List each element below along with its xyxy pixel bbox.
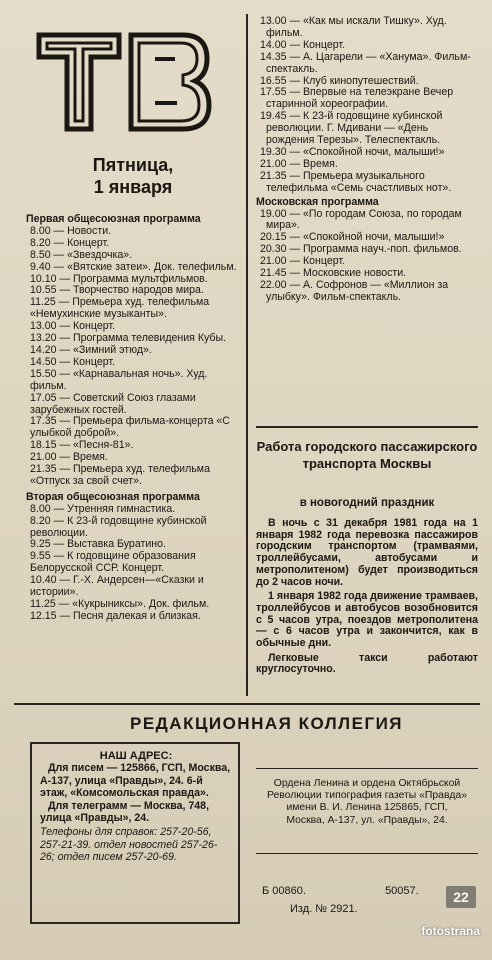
schedule-item: 8.50 — «Звездочка». <box>30 248 133 261</box>
transport-subtitle: в новогодний праздник <box>299 497 435 509</box>
schedule-item: 21.45 — Московские новости. <box>260 267 407 280</box>
schedule-item: 21.00 — Время. <box>260 157 338 170</box>
issue-number: Изд. № 2921. <box>290 903 358 915</box>
editorial-board-title: РЕДАКЦИОННАЯ КОЛЛЕГИЯ <box>130 714 404 733</box>
weekday: Пятница, <box>92 155 174 175</box>
transport-paragraph: Легковые такси работают круглосуточно. <box>256 651 478 676</box>
phone-numbers: Телефоны для справок: 257-20-56, 257-21-39. отдел новостей 257-26-26; отдел писем 257-20-69. <box>40 826 218 864</box>
print-code: Б 00860. <box>262 885 306 897</box>
letters-address: Для писем — 125866, ГСП, Москва, А-137, улица «Правды», 24. 6-й этаж, «Комсомольская правда». <box>40 762 231 800</box>
schedule-item: 18.15 — «Песня-81». <box>30 439 134 452</box>
schedule-item: 8.00 — Утренняя гимнастика. <box>30 502 176 515</box>
first-program-continued-list <box>256 16 478 195</box>
transport-paragraph: В ночь с 31 декабря 1981 года на 1 января 1982 года перевозка пассажиров городским транспортом (трамваями, троллейбусами, автобусами и метрополитеном) будет производиться до 2 часов ночи. <box>256 517 478 588</box>
print-number: 50057. <box>385 885 419 897</box>
printing-house: Ордена Ленина и ордена Октябрьской Революции типография газеты «Правда» имени В. И. Ленина 125865, ГСП, Москва, А-137, ул. «Правды», 24. <box>267 778 467 826</box>
transport-paragraph: 1 января 1982 года движение трамваев, троллейбусов и автобусов возобновится с 5 часов утра, поездов метрополитена — с 6 часов утра и закончится, как в обычные дни. <box>256 590 478 650</box>
schedule-item: 14.20 — «Зимний этюд». <box>30 343 152 356</box>
tv-logo <box>33 25 213 139</box>
telegram-address: Для телеграмм — Москва, 748, улица «Правды», 24. <box>40 799 210 825</box>
schedule-item: 19.00 — «По городам Союза, по городам мира». <box>260 207 462 232</box>
schedule-item: 11.25 — Премьера худ. телефильма «Немухинские музыканты». <box>30 296 210 321</box>
watermark-badge: 22 <box>446 886 476 908</box>
editorial-rule <box>14 703 480 705</box>
schedule-item: 17.05 — Советский Союз глазами зарубежных гостей. <box>30 391 196 416</box>
schedule-item: 22.00 — А. Софронов — «Миллион за улыбку». Фильм-спектакль. <box>260 278 449 303</box>
address-content <box>40 750 232 864</box>
moscow-program-heading: Московская программа <box>256 195 379 208</box>
schedule-item: 9.55 — К годовщине образования Белорусской ССР. Концерт. <box>30 550 196 575</box>
schedule-item: 9.40 — «Вятские затеи». Док. телефильм. <box>30 260 237 273</box>
left-schedule <box>26 212 240 623</box>
schedule-item: 11.25 — «Кукрыниксы». Док. фильм. <box>30 598 210 610</box>
schedule-item: 10.40 — Г.-Х. Андерсен—«Сказки и истории». <box>30 574 204 599</box>
schedule-item: 14.35 — А. Цагарели — «Ханума». Фильм-спектакль. <box>260 50 471 75</box>
date-heading <box>26 154 240 198</box>
day: 1 января <box>93 177 173 197</box>
column-divider <box>246 14 248 696</box>
right-schedule <box>256 16 478 304</box>
schedule-item: 14.50 — Концерт. <box>30 355 116 368</box>
transport-title: Работа городского пассажирского транспорта Москвы <box>256 439 478 471</box>
schedule-item: 17.55 — Впервые на телеэкране Вечер старинной хореографии. <box>260 86 454 111</box>
schedule-item: 20.30 — Программа науч.-поп. фильмов. <box>260 243 462 256</box>
schedule-item: 17.35 — Премьера фильма-концерта «С улыбкой доброй». <box>30 415 230 440</box>
schedule-item: 10.55 — Творчество народов мира. <box>30 284 204 297</box>
tv-logo-graphic <box>33 25 213 139</box>
first-program-list <box>26 226 240 488</box>
address-heading: НАШ АДРЕС: <box>99 750 173 762</box>
schedule-item: 20.15 — «Спокойной ночи, малыши!» <box>260 231 445 244</box>
schedule-item: 16.55 — Клуб кинопутешествий. <box>260 74 419 87</box>
schedule-item: 8.00 — Новости. <box>30 224 112 237</box>
schedule-item: 12.15 — Песня далекая и близкая. <box>30 609 201 622</box>
schedule-item: 21.00 — Время. <box>30 451 108 464</box>
schedule-item: 10.10 — Программа мультфильмов. <box>30 272 208 285</box>
watermark-site: fotostrana <box>421 924 480 938</box>
schedule-item: 21.00 — Концерт. <box>260 255 346 268</box>
transport-top-rule <box>256 426 478 428</box>
schedule-item: 8.20 — Концерт. <box>30 236 110 249</box>
schedule-item: 13.00 — Концерт. <box>30 320 116 333</box>
schedule-item: 13.00 — «Как мы искали Тишку». Худ. фильм. <box>260 15 447 39</box>
schedule-item: 21.35 — Премьера худ. телефильма «Отпуск за свой счет». <box>30 463 210 487</box>
second-program-heading: Вторая общесоюзная программа <box>26 490 200 503</box>
schedule-item: 19.30 — «Спокойной ночи, малыши!» <box>260 145 445 158</box>
schedule-item: 14.00 — Концерт. <box>260 38 346 51</box>
moscow-program-list <box>256 209 478 304</box>
schedule-item: 13.20 — Программа телевидения Кубы. <box>30 332 227 345</box>
first-program-heading: Первая общесоюзная программа <box>26 213 201 225</box>
second-program-list <box>26 504 240 623</box>
address-box <box>30 742 240 924</box>
schedule-item: 8.20 — К 23-й годовщине кубинской революции. <box>30 514 207 539</box>
schedule-item: 15.50 — «Карнавальная ночь». Худ. фильм. <box>30 367 208 392</box>
transport-notice <box>256 518 478 679</box>
schedule-item: 21.35 — Премьера музыкального телефильма «Семь счастливых нот». <box>260 169 452 194</box>
schedule-item: 19.45 — К 23-й годовщине кубинской революции. Г. Мдивани — «День рождения Терезы». Телеспектакль. <box>260 110 443 147</box>
schedule-item: 9.25 — Выставка Буратино. <box>30 538 166 551</box>
